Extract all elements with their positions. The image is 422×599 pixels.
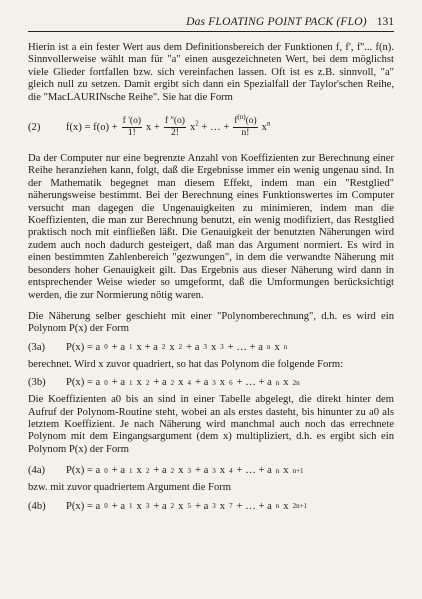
page-number: 131 [376, 16, 394, 28]
equation-label: (3b) [28, 377, 46, 389]
polynomial-formula: P(x) = a 0 + a 1 x 2 + a 2 x 3 + a 3 x 4 + … + a n x n+1 [66, 465, 304, 477]
equation-4b [28, 501, 394, 512]
maclaurin-formula: f(x) = f(o) + $\frac{f '(o)}{1!}$ x + $\frac{f ''(o)}{2!}$ $x^2$ + … + $\frac{f^{(n)}(o)}{n!}$ $x^n$ [66, 112, 271, 139]
running-title: Das FLOATING POINT PACK (FLO) [186, 16, 367, 28]
polynomial-formula: P(x) = a 0 + a 1 x 2 + a 2 x 4 + a 3 x 6 + … + a n x 2n [66, 377, 300, 389]
paragraph-intro: Hierin ist a ein fester Wert aus dem Definitionsbereich der Funktionen f, f', f''... f(n). Sinnvollerweise wählt man für "a" einen ausgezeichneten Wert, bei dem möglichst viele Glieder fortfallen bzw. sich vereinfachen lassen. Oft ist es z.B. sinnvoll, "a" gleich null zu setzen. Damit ergibt sich dann ein Spezialfall der Taylor'schen Reihe, die "MacLAURINsche Reihe". Sie hat die Form [28, 42, 394, 103]
equation-label: (3a) [28, 341, 46, 353]
paragraph-polynom: Die Näherung selber geschieht mit einer "Polynomberechnung", d.h. es wird ein Polynom P(x) der Form [28, 310, 394, 335]
paragraph-squared: berechnet. Wird x zuvor quadriert, so hat das Polynom die folgende Form: [28, 358, 344, 370]
equation-2 [28, 112, 394, 139]
polynomial-formula: P(x) = a 0 + a 1 x 3 + a 2 x 5 + a 3 x 7 + … + a n x 2n+1 [66, 500, 308, 512]
paragraph-coefficients: Die Koeffizienten a0 bis an sind in einer Tabelle abgelegt, die direkt hinter dem Aufruf der Polynom-Routine steht, wobei an als erstes dasteht, bis hinunter zu a0 als letztem Koeffizient. Je nach Näherung wird manchmal auch noch das errechnete Polynom mit dem Eingangsargument (dem x) multipliziert, d.h. es ergibt sich ein Polynom P(x) der Form [28, 394, 394, 455]
equation-3b [28, 377, 394, 388]
paragraph-computer: Da der Computer nur eine begrenzte Anzahl von Koeffizienten zur Berechnung einer Reihe heranziehen kann, folgt, daß die Ergebnisse immer ein wenig ungenau sind. In der Mathematik begegnet man diesem Effekt, indem man ein "Restglied" näherungsweise bestimmt. Bei der Berechnung eines Funktionswertes im Computer versucht man dagegen die Ungenauigkeiten zu minimieren, indem man die Koeffizienten, die man zur Berechnung benutzt, ein wenig modifiziert, das Restglied praktisch noch mit einfließen läßt. Die Genauigkeit der benutzten Näherungen wird zudem auch noch dadurch gesteigert, daß man das Argument normiert. Es wird in einen bestimmten Zahlenbereich "gezwungen", in dem die verwandte Näherung mit besonders hoher Genauigkeit gilt. Das Ergebnis aus dieser Näherung wird dann in entsprechender Weise wieder so umgeformt, daß die Umformungen berücksichtigt werden, die zur Normierung nötig waren. [28, 153, 394, 301]
paragraph-squared-argument: bzw. mit zuvor quadriertem Argument die Form [28, 482, 232, 494]
equation-label: (2) [28, 122, 41, 134]
equation-label: (4a) [28, 465, 46, 477]
page-header [28, 16, 394, 32]
equation-3a [28, 342, 394, 353]
equation-4a [28, 465, 394, 476]
polynomial-formula: P(x) = a 0 + a 1 x + a 2 x 2 + a 3 x 3 + … + a n x n [66, 341, 288, 353]
equation-label: (4b) [28, 500, 46, 512]
